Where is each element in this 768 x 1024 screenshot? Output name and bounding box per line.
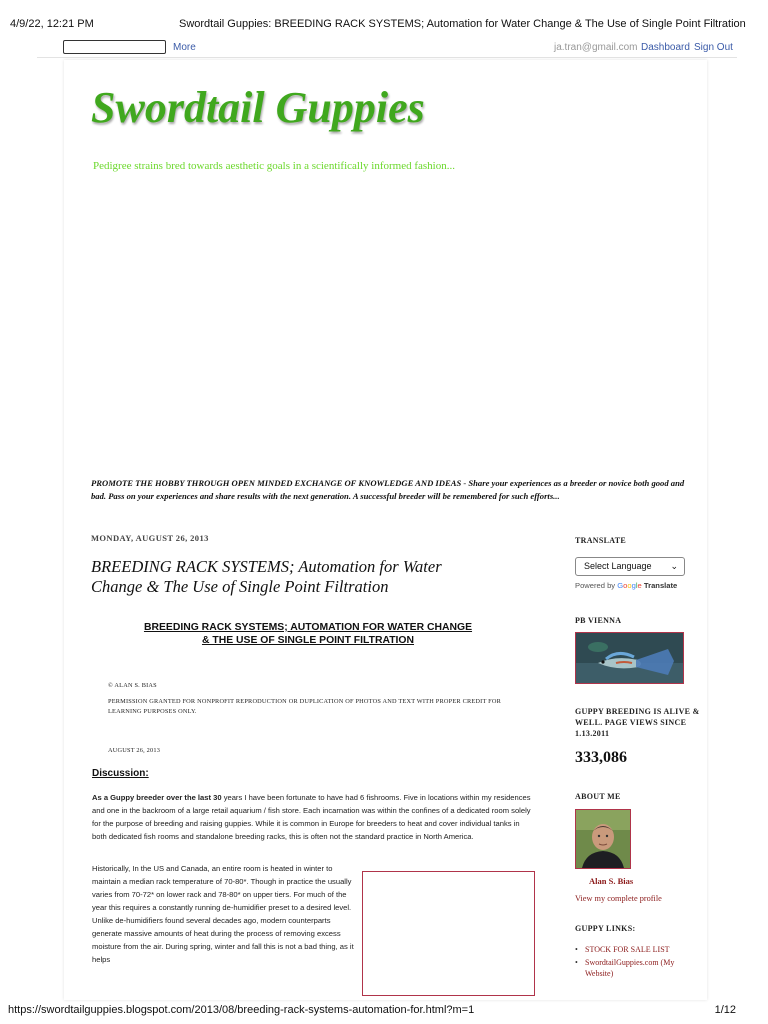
guppy-links-list [575,944,685,981]
discussion-heading: Discussion: [92,768,149,779]
blog-description: Pedigree strains bred towards aesthetic goals in a scientifically informed fashion... [93,160,455,172]
post-title[interactable]: BREEDING RACK SYSTEMS; Automation for Water Change & The Use of Single Point Filtration [91,557,442,596]
view-profile-link[interactable]: View my complete profile [575,894,662,903]
post-date: MONDAY, AUGUST 26, 2013 [91,533,209,543]
author-name[interactable]: Alan S. Bias [589,876,634,886]
user-email: ja.tran@gmail.com [554,42,638,53]
print-page-title: Swordtail Guppies: BREEDING RACK SYSTEMS; Automation for Water Change & The Use of Single Point Filtration [179,18,746,30]
powered-by-label: Powered by [575,581,616,590]
translate-heading: TRANSLATE [575,536,627,545]
document-title-line-2: & THE USE OF SINGLE POINT FILTRATION [201,635,415,646]
promo-banner: PROMOTE THE HOBBY THROUGH OPEN MINDED EXCHANGE OF KNOWLEDGE AND IDEAS - Share your experiences as a breeder or novice both good and bad. Pass on your experiences and share results with the next generation. A successful breeder will be remembered for such efforts... [91,478,685,501]
body-paragraph-1-lead: As a Guppy breeder over the last 30 [92,793,222,802]
language-select-value: Select Language [584,561,652,571]
author-photo [576,810,630,868]
article-image-frame [362,871,535,996]
copyright-notice: © ALAN S. BIAS [108,682,157,689]
navbar-search-input[interactable] [63,40,166,54]
guppy-photo[interactable] [575,632,684,684]
page-views-heading: GUPPY BREEDING IS ALIVE & WELL. PAGE VIEWS SINCE 1.13.2011 [575,707,700,738]
translate-word: Translate [643,581,678,590]
print-url: https://swordtailguppies.blogspot.com/2013/08/breeding-rack-systems-automation-for.html?m=1 [8,1004,475,1016]
sign-out-link[interactable]: Sign Out [694,42,733,53]
print-page-count: 1/12 [714,1004,736,1016]
print-footer [0,1000,768,1024]
link-stock-for-sale[interactable]: • STOCK FOR SALE LIST [575,944,685,955]
body-paragraph-1-text: years I have been fortunate to have had 6 fishrooms. Five in locations within my residences and one in the backroom of a large retail aquarium / fish store. Each incarnation was within the confines of a dedicated room solely for the purpose of breeding and raising guppies. While it is common in Europe for breeders to heat and cover individual tanks in both dedicated fish rooms and standalone breeding racks, this is often not the standard practice in North America. [92,793,531,841]
blogger-navbar [37,38,737,58]
print-header [0,0,768,38]
document-title-line-1: BREEDING RACK SYSTEMS; AUTOMATION FOR WATER CHANGE [143,622,473,633]
dashboard-link[interactable]: Dashboard [641,42,690,53]
print-datetime: 4/9/22, 12:21 PM [10,18,94,30]
guppy-fish-image [576,633,683,683]
author-avatar[interactable] [575,809,631,869]
body-paragraph-2: Historically, In the US and Canada, an entire room is heated in winter to maintain a median rack temperature of 70-80*. Though in practice the usually varies from 70-72* on lower rack and 78-80* on upper tiers. For much of the year this requires a constantly running de-humidifier preset to a desired level. Unlike de-humidifiers found several decades ago, modern counterparts generate massive amounts of heat during the process of removing excess moisture from the air. During spring, winter and fall this is not a bad thing, as it helps [92,864,354,964]
body-paragraph-1 [92,791,535,843]
chevron-down-icon: ⌄ [670,561,678,571]
pb-vienna-heading: PB VIENNA [575,616,622,625]
guppy-links-heading: GUPPY LINKS: [575,924,636,933]
document-date: AUGUST 26, 2013 [108,747,161,754]
powered-by-google-translate[interactable] [575,581,677,590]
about-me-heading: ABOUT ME [575,792,621,801]
more-link[interactable]: More [173,42,196,53]
blog-container [64,60,707,1000]
blog-title[interactable]: Swordtail Guppies [91,83,425,132]
permission-notice: PERMISSION GRANTED FOR NONPROFIT REPRODUCTION OR DUPLICATION OF PHOTOS AND TEXT WITH PROPER CREDIT FOR LEARNING PURPOSES ONLY. [108,698,502,715]
document-title [118,621,498,647]
page-view-counter: 333,086 [575,749,627,766]
link-swordtailguppies-website[interactable]: • SwordtailGuppies.com (My Website) [575,957,685,979]
google-logo: Google [617,581,642,590]
language-select[interactable] [575,557,685,576]
